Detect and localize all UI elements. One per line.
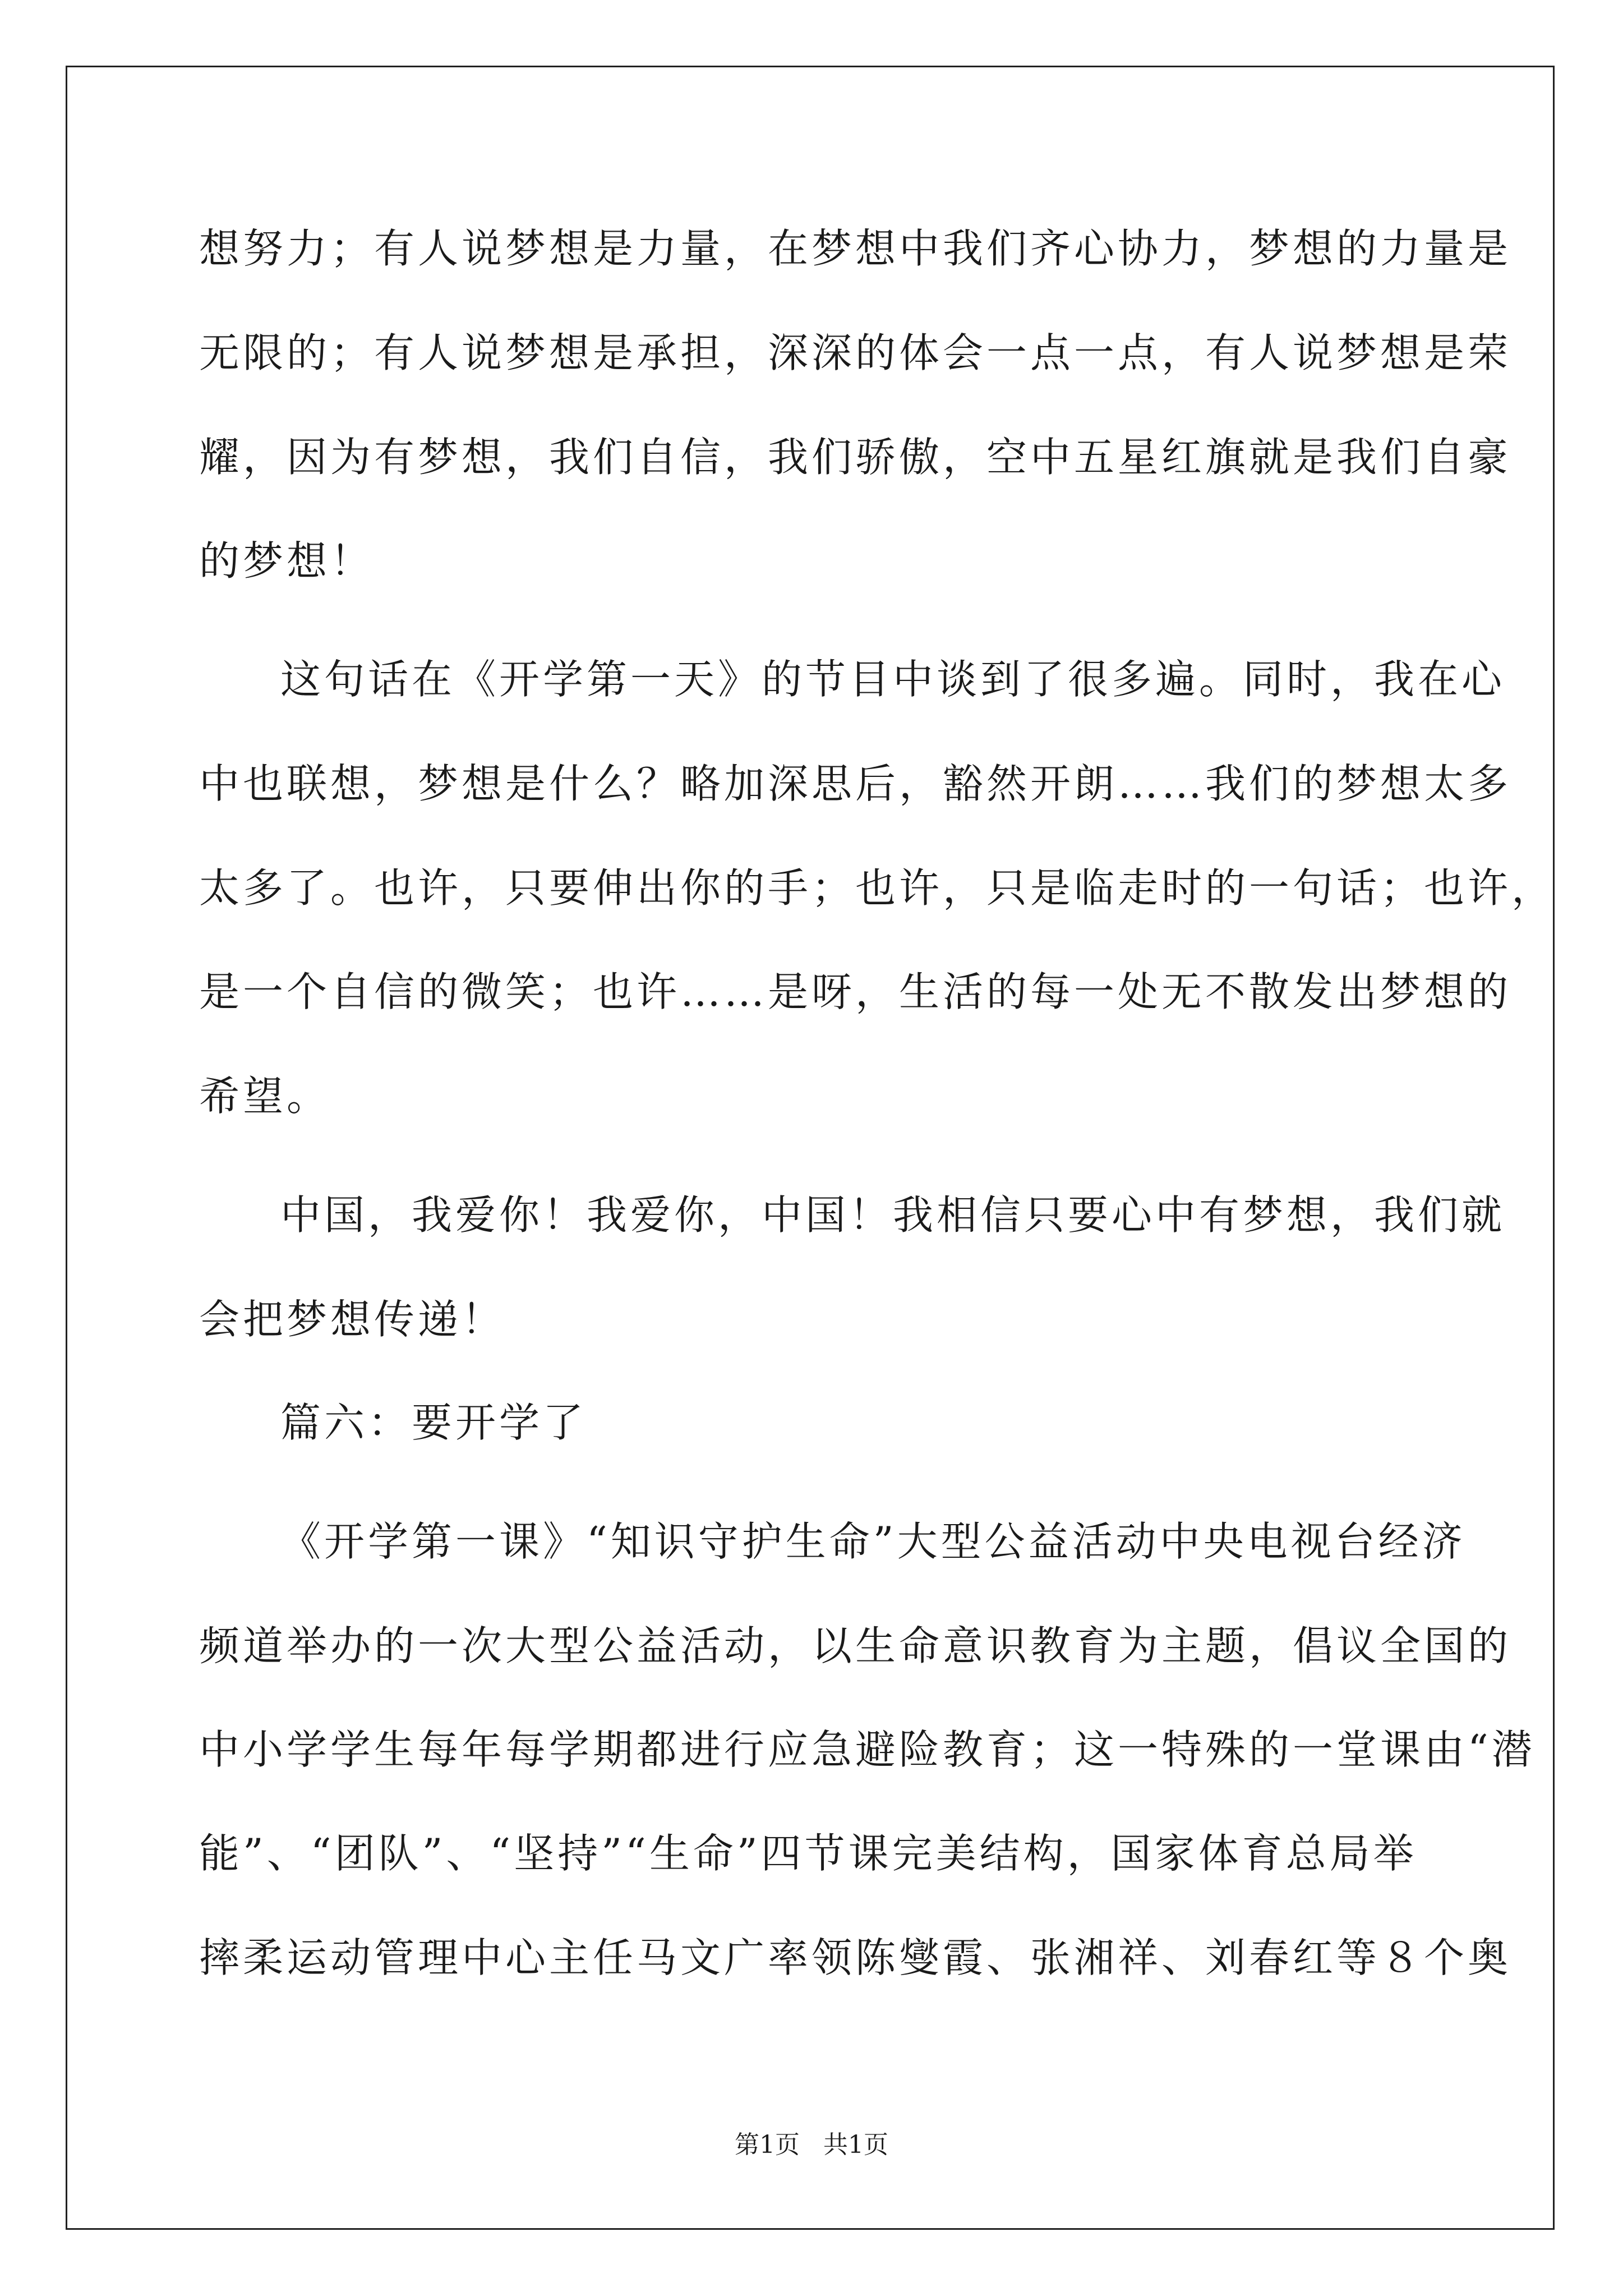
text-line: 耀，因为有梦想，我们自信，我们骄傲，空中五星红旗就是我们自豪 xyxy=(199,434,1512,481)
section-heading: 篇六：要开学了 xyxy=(280,1399,587,1446)
page-footer xyxy=(0,2133,1623,2157)
text-line: 太多了。也许，只要伸出你的手；也许，只是临走时的一句话；也许， xyxy=(199,864,1556,912)
page-total: 共1页 xyxy=(823,2131,888,2159)
page-number: 第1页 xyxy=(735,2131,800,2159)
text-line: 这句话在《开学第一天》的节目中谈到了很多遍。同时，我在心 xyxy=(280,656,1506,703)
text-line: 想努力；有人说梦想是力量，在梦想中我们齐心协力，梦想的力量是 xyxy=(199,225,1512,272)
text-line: 摔柔运动管理中心主任马文广率领陈燮霞、张湘祥、刘春红等８个奥 xyxy=(199,1934,1512,1981)
text-line: 是一个自信的微笑；也许……是呀，生活的每一处无不散发出梦想的 xyxy=(199,968,1512,1015)
text-line: 《开学第一课》“知识守护生命”大型公益活动中央电视台经济 xyxy=(280,1518,1466,1565)
text-line: 希望。 xyxy=(199,1073,331,1120)
text-line: 无限的；有人说梦想是承担，深深的体会一点一点，有人说梦想是荣 xyxy=(199,329,1512,376)
text-line: 中小学学生每年每学期都进行应急避险教育；这一特殊的一堂课由“潜 xyxy=(199,1726,1536,1773)
text-line: 能”、“团队”、“坚持”“生命”四节课完美结构，国家体育总局举 xyxy=(199,1830,1417,1877)
text-line: 的梦想！ xyxy=(199,537,375,585)
text-line: 中也联想，梦想是什么？略加深思后，豁然开朗……我们的梦想太多 xyxy=(199,760,1512,807)
text-line: 会把梦想传递！ xyxy=(199,1296,506,1343)
page-border xyxy=(66,66,1555,2230)
text-line: 中国，我爱你！我爱你，中国！我相信只要心中有梦想，我们就 xyxy=(280,1191,1506,1239)
text-line: 频道举办的一次大型公益活动，以生命意识教育为主题，倡议全国的 xyxy=(199,1622,1512,1669)
